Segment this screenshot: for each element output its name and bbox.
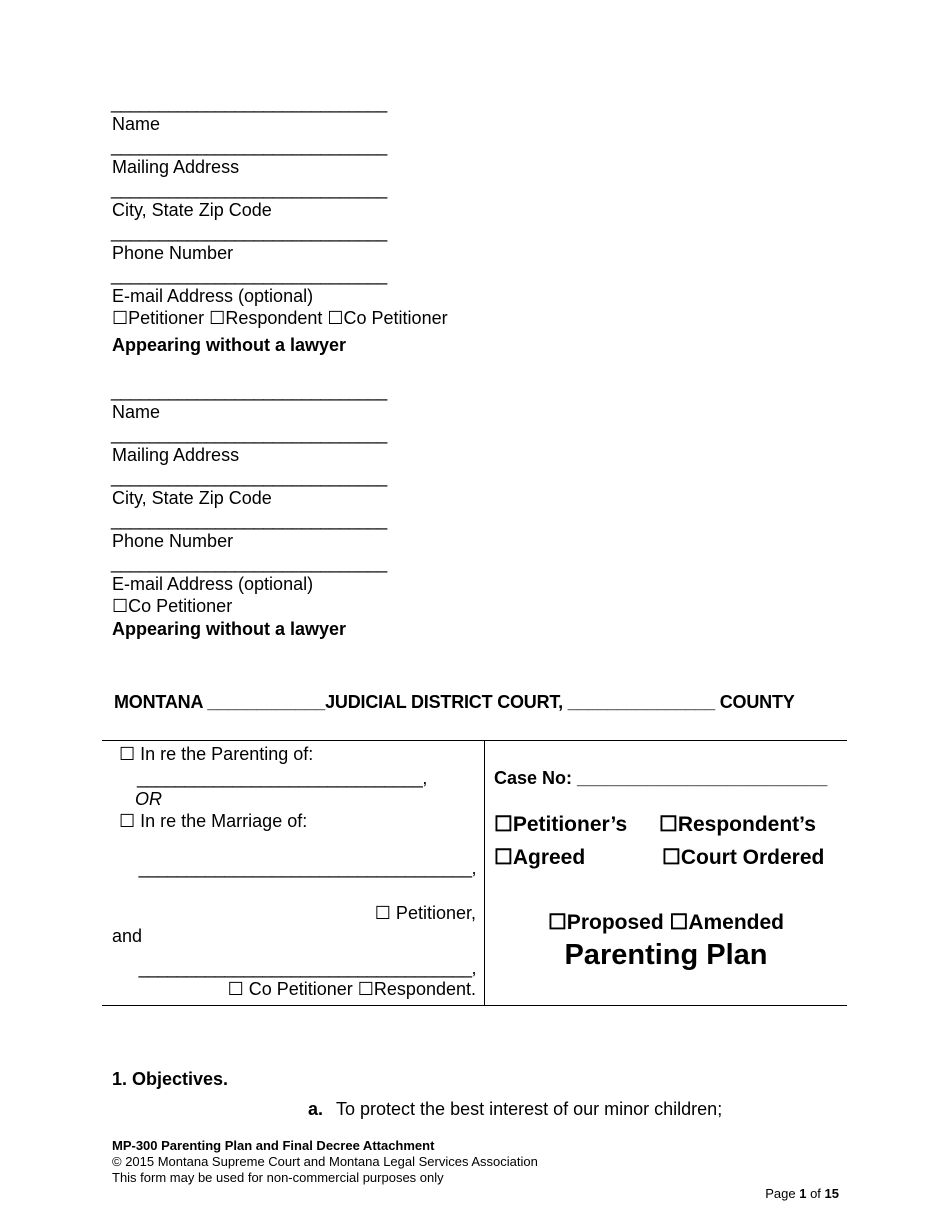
court-ordered-checkbox[interactable]: ☐Court Ordered bbox=[662, 846, 825, 869]
party1-address-label: Mailing Address bbox=[112, 157, 240, 177]
party2-phone-label: Phone Number bbox=[112, 531, 234, 551]
or-label: OR bbox=[135, 789, 162, 809]
party1-name-label: Name bbox=[112, 114, 161, 134]
page-total: 15 bbox=[824, 1186, 839, 1201]
respondent-checkboxes[interactable]: ☐ Co Petitioner ☐Respondent. bbox=[227, 979, 476, 999]
party1-email-blank[interactable]: _____________________________ bbox=[111, 265, 387, 285]
party2-role-checkbox[interactable]: ☐Co Petitioner bbox=[112, 596, 233, 616]
page-prefix: Page bbox=[765, 1186, 800, 1201]
document-title: Parenting Plan bbox=[564, 939, 768, 971]
respondent-name-blank[interactable]: ___________________________________, bbox=[138, 958, 476, 978]
page-current: 1 bbox=[799, 1186, 807, 1201]
party2-appearing-note: Appearing without a lawyer bbox=[112, 619, 347, 639]
party2-phone-blank[interactable]: _____________________________ bbox=[111, 510, 387, 530]
parenting-of-blank[interactable]: ______________________________, bbox=[137, 768, 427, 788]
party2-city-blank[interactable]: _____________________________ bbox=[111, 467, 387, 487]
respondents-checkbox[interactable]: ☐Respondent’s bbox=[659, 813, 816, 836]
footer-copyright: © 2015 Montana Supreme Court and Montana Legal Services Association bbox=[112, 1154, 538, 1169]
agreed-checkbox[interactable]: ☐Agreed bbox=[494, 846, 586, 869]
party2-email-label: E-mail Address (optional) bbox=[112, 574, 314, 594]
petitioners-checkbox[interactable]: ☐Petitioner’s bbox=[494, 813, 628, 836]
caption-top-rule bbox=[102, 740, 847, 741]
party2-address-label: Mailing Address bbox=[112, 445, 240, 465]
item-a-text: To protect the best interest of our minor children; bbox=[336, 1099, 723, 1119]
section-1-heading: 1. Objectives. bbox=[112, 1069, 229, 1089]
party1-appearing-note: Appearing without a lawyer bbox=[112, 335, 347, 355]
court-heading: MONTANA ____________JUDICIAL DISTRICT COURT, _______________ COUNTY bbox=[114, 692, 795, 712]
party1-phone-label: Phone Number bbox=[112, 243, 234, 263]
parenting-of-checkbox[interactable]: ☐ In re the Parenting of: bbox=[119, 744, 314, 764]
caption-bottom-rule bbox=[102, 1005, 847, 1006]
party1-city-blank[interactable]: _____________________________ bbox=[111, 179, 387, 199]
party1-city-label: City, State Zip Code bbox=[112, 200, 272, 220]
footer-usage: This form may be used for non-commercial purposes only bbox=[112, 1170, 444, 1185]
case-number-field[interactable]: Case No: _________________________ bbox=[494, 768, 828, 788]
party1-phone-blank[interactable]: _____________________________ bbox=[111, 222, 387, 242]
party2-address-blank[interactable]: _____________________________ bbox=[111, 424, 387, 444]
item-a-marker: a. bbox=[308, 1099, 324, 1119]
party2-name-blank[interactable]: _____________________________ bbox=[111, 381, 387, 401]
party2-name-label: Name bbox=[112, 402, 161, 422]
page-of: of bbox=[806, 1186, 825, 1201]
proposed-amended-checkboxes[interactable]: ☐Proposed ☐Amended bbox=[547, 911, 784, 934]
party2-email-blank[interactable]: _____________________________ bbox=[111, 553, 387, 573]
party2-city-label: City, State Zip Code bbox=[112, 488, 272, 508]
marriage-of-checkbox[interactable]: ☐ In re the Marriage of: bbox=[119, 811, 308, 831]
petitioner-name-blank[interactable]: ___________________________________, bbox=[138, 858, 476, 878]
party1-email-label: E-mail Address (optional) bbox=[112, 286, 314, 306]
petitioner-checkbox[interactable]: ☐ Petitioner, bbox=[374, 903, 476, 923]
party1-address-blank[interactable]: _____________________________ bbox=[111, 136, 387, 156]
party1-name-blank[interactable]: _____________________________ bbox=[111, 93, 387, 113]
party1-role-checkboxes[interactable]: ☐Petitioner ☐Respondent ☐Co Petitioner bbox=[112, 308, 448, 328]
page-indicator bbox=[765, 1186, 839, 1202]
and-label: and bbox=[112, 926, 143, 946]
footer-form-title: MP-300 Parenting Plan and Final Decree Attachment bbox=[112, 1138, 435, 1153]
